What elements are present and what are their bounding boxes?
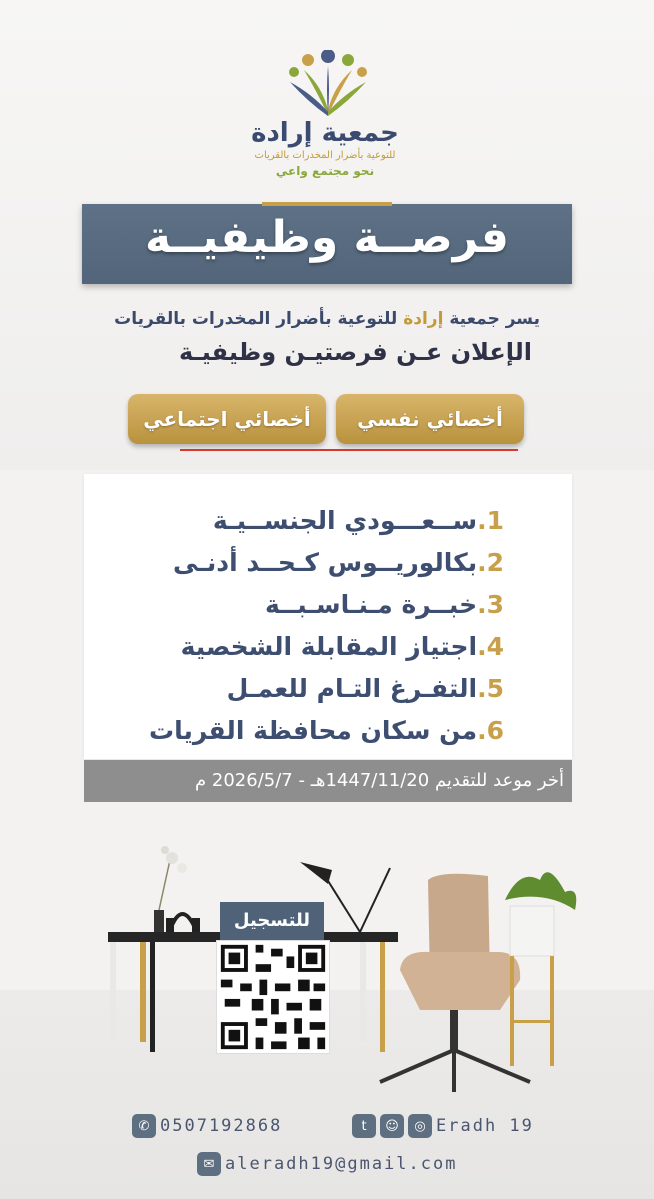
list-item: [84, 584, 504, 626]
instagram-icon[interactable]: ◎: [408, 1114, 432, 1138]
job-social-worker-button[interactable]: أخصائي اجتماعي: [128, 394, 326, 444]
social-contact: [352, 1112, 534, 1140]
intro-org-name: إرادة: [403, 309, 444, 329]
page-title: فرصــة وظيفيــة: [145, 212, 509, 263]
organization-logo-icon: [278, 50, 378, 120]
social-handle[interactable]: Eradh 19: [436, 1116, 534, 1136]
requirement-number: 1.: [477, 506, 504, 535]
email-icon[interactable]: ✉: [197, 1152, 221, 1176]
phone-contact: [132, 1112, 282, 1140]
chair-icon: [380, 874, 530, 1092]
requirement-text: التفـرغ التـام للعمـل: [226, 674, 478, 703]
logo-subtitle: للتوعية بأضرار المخدرات بالقريات: [254, 150, 396, 161]
list-item: [84, 626, 504, 668]
requirement-number: 5.: [477, 674, 504, 703]
deadline-bar: أخر موعد للتقديم 1447/11/20هـ - 2026/5/7 م: [84, 760, 572, 802]
intro-line-2: الإعلان عـن فرصتيـن وظيفيـة: [179, 338, 532, 366]
list-item: [84, 500, 504, 542]
requirement-text: خبــرة مـنـاسـبــة: [265, 590, 478, 619]
title-accent-line: [262, 202, 392, 206]
snapchat-icon[interactable]: ☺: [380, 1114, 404, 1138]
list-item: [84, 710, 504, 752]
registration-qr-code-icon[interactable]: [216, 940, 330, 1054]
email-address[interactable]: aleradh19@gmail.com: [225, 1154, 458, 1174]
intro-line-1: [60, 309, 540, 329]
job-underline: [180, 449, 518, 451]
registration-label: للتسجيل: [220, 902, 324, 940]
requirement-text: من سكان محافظة القريات: [148, 716, 478, 745]
email-contact: [197, 1150, 457, 1178]
requirement-text: ســعـــودي الجنســيـة: [212, 506, 478, 535]
twitter-icon[interactable]: t: [352, 1114, 376, 1138]
requirement-text: اجتياز المقابلة الشخصية: [180, 632, 478, 661]
requirement-number: 4.: [477, 632, 504, 661]
requirements-list: [84, 500, 504, 752]
intro-prefix: يسر جمعية: [443, 309, 540, 329]
intro-suffix: للتوعية بأضرار المخدرات بالقريات: [114, 309, 404, 329]
logo-title: جمعية إرادة: [251, 118, 399, 148]
logo-slogan: نحو مجتمع واعي: [275, 164, 375, 178]
job-psychologist-button[interactable]: أخصائي نفسي: [336, 394, 524, 444]
requirement-text: بكالوريــوس كـحــد أدنـى: [173, 548, 478, 577]
headphones-icon: [166, 914, 200, 932]
list-item: [84, 668, 504, 710]
whatsapp-icon[interactable]: ✆: [132, 1114, 156, 1138]
requirement-number: 2.: [477, 548, 504, 577]
list-item: [84, 542, 504, 584]
phone-number[interactable]: 0507192868: [160, 1116, 283, 1136]
requirement-number: 6.: [477, 716, 504, 745]
requirement-number: 3.: [477, 590, 504, 619]
